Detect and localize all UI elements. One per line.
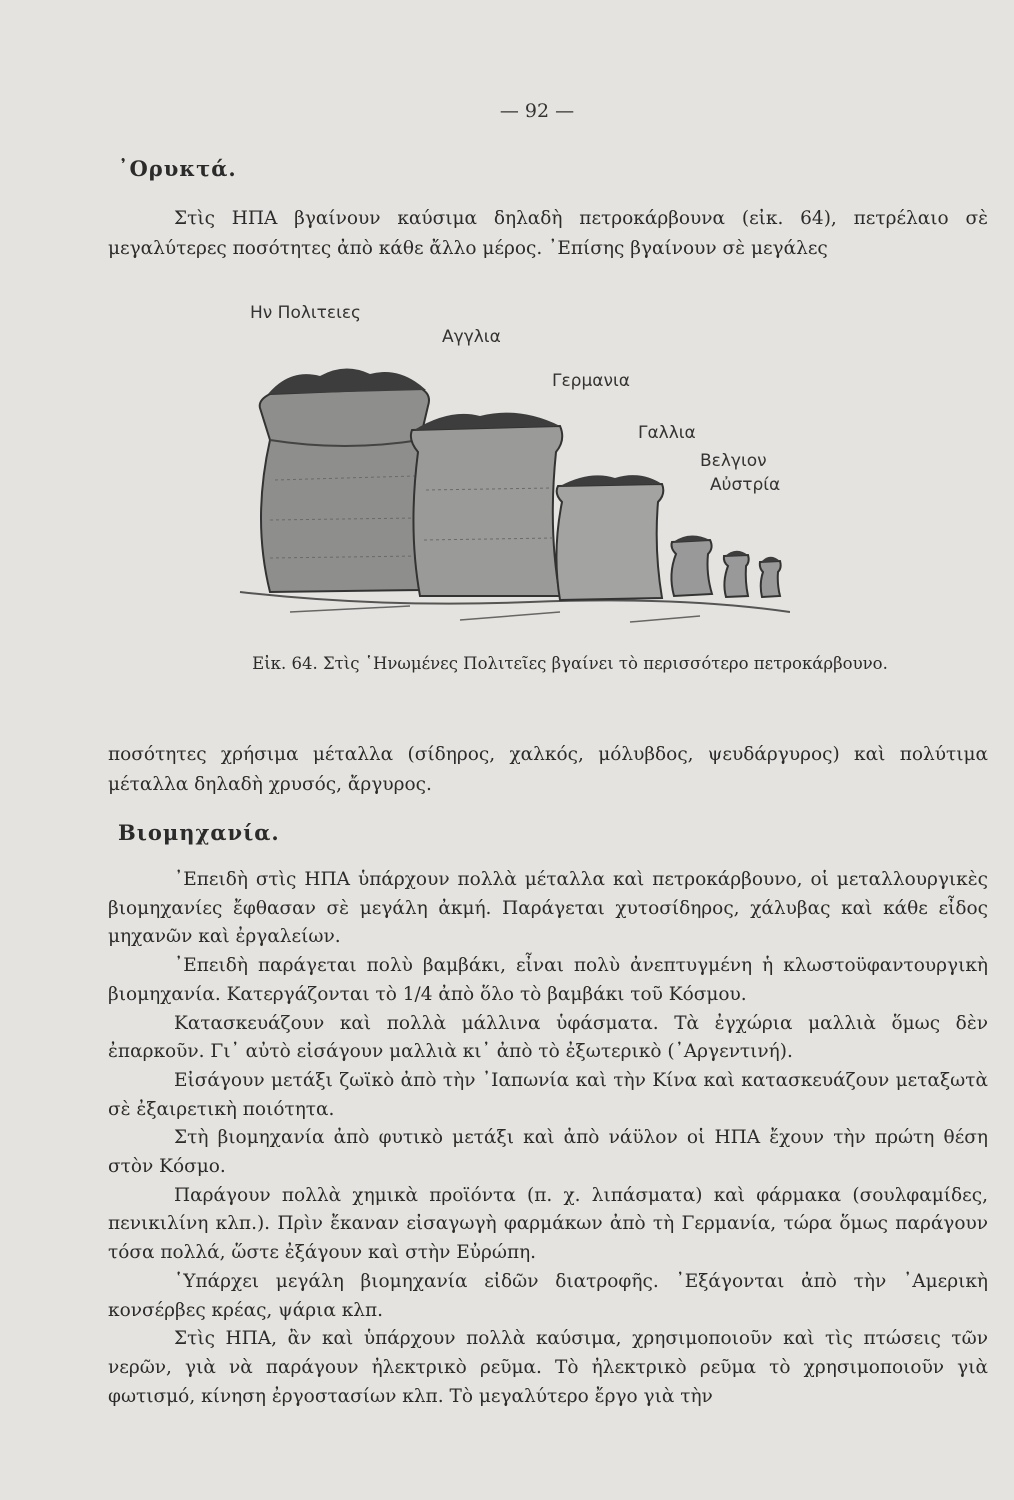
- industry-paragraph-3: Κατασκευάζουν καὶ πολλὰ μάλλινα ὑφάσματα. Τὰ ἐγχώρια μαλλιὰ ὅμως δὲν ἐπαρκοῦν. Γι᾽ αὐτὸ εἰσάγουν μαλλιὰ κι᾽ ἀπὸ τὸ ἐξωτερικὸ (᾽Αργεντινή).: [108, 1012, 988, 1063]
- sack-england: [411, 413, 562, 596]
- industry-paragraph-4: Εἰσάγουν μετάξι ζωϊκὸ ἀπὸ τὴν ᾽Ιαπωνία καὶ τὴν Κίνα καὶ κατασκευάζουν μεταξωτὰ σὲ ἐξαιρετικὴ ποιότητα.: [108, 1069, 988, 1120]
- label-germany: Γερμανια: [552, 371, 630, 391]
- sack-belgium: [724, 551, 749, 597]
- page-number: — 92 —: [499, 100, 575, 122]
- industry-paragraph-2: ᾽Επειδὴ παράγεται πολὺ βαμβάκι, εἶναι πολὺ ἀνεπτυγμένη ἡ κλωστοϋφαντουργικὴ βιομηχανία. Κατεργάζονται τὸ 1/4 ἀπὸ ὅλο τὸ βαμβάκι τοῦ Κόσμου.: [108, 955, 988, 1005]
- sack-germany: [556, 475, 663, 600]
- minerals-heading: ᾽Ορυκτά.: [118, 156, 237, 181]
- industry-paragraph-1: ᾽Επειδὴ στὶς ΗΠΑ ὑπάρχουν πολλὰ μέταλλα καὶ πετροκάρβουνο, οἱ μεταλλουργικὲς βιομηχανίες ἔφθασαν σὲ μεγάλη ἀκμή. Παράγεται χυτοσίδηρος, χάλυβας καὶ κάθε εἶδος μηχανῶν καὶ ἐργαλείων.: [108, 869, 988, 948]
- label-england: Αγγλια: [442, 327, 501, 347]
- sack-france: [671, 535, 712, 596]
- industry-paragraph-5: Στὴ βιομηχανία ἀπὸ φυτικὸ μετάξι καὶ ἀπὸ νάϋλον οἱ ΗΠΑ ἔχουν τὴν πρώτη θέση στὸν Κόσμο.: [108, 1127, 988, 1178]
- label-usa: Ην Πολιτειες: [250, 303, 362, 323]
- industry-text: [108, 866, 988, 1411]
- industry-paragraph-7: ῾Υπάρχει μεγάλη βιομηχανία εἰδῶν διατροφῆς. ᾽Εξάγονται ἀπὸ τὴν ᾽Αμερικὴ κονσέρβες κρέας, ψάρια κλπ.: [108, 1270, 988, 1321]
- label-france: Γαλλια: [638, 423, 696, 443]
- sack-austria: [760, 557, 781, 597]
- industry-paragraph-6: Παράγουν πολλὰ χημικὰ προϊόντα (π. χ. λιπάσματα) καὶ φάρμακα (σουλφαμίδες, πενικιλίνη κλπ.). Πρὶν ἔκαναν εἰσαγωγὴ φαρμάκων ἀπὸ τὴ Γερμανία, τώρα ὅμως παράγουν τόσα πολλά, ὥστε ἐξάγουν καὶ στὴν Εὐρώπη.: [108, 1184, 988, 1264]
- label-belgium: Βελγιον: [700, 451, 767, 471]
- industry-paragraph-8: Στὶς ΗΠΑ, ἂν καὶ ὑπάρχουν πολλὰ καύσιμα, χρησιμοποιοῦν καὶ τὶς πτώσεις τῶν νερῶν, γιὰ νὰ παράγουν ἠλεκτρικὸ ρεῦμα. Τὸ ἠλεκτρικὸ ρεῦμα τὸ χρησιμοποιοῦν γιὰ φωτισμό, κίνηση ἐργοστασίων κλπ. Τὸ μεγαλύτερο ἔργο γιὰ τὴν: [108, 1328, 988, 1407]
- industry-heading: Βιομηχανία.: [118, 820, 280, 845]
- sack-usa: [260, 368, 429, 592]
- figure-caption: Εἰκ. 64. Στὶς ῾Ηνωμένες Πολιτεῖες βγαίνει τὸ περισσότερο πετροκάρβουνο.: [252, 654, 888, 673]
- minerals-paragraph-2: ποσότητες χρήσιμα μέταλλα (σίδηρος, χαλκός, μόλυβδος, ψευδάργυρος) καὶ πολύτιμα μέταλλα δηλαδὴ χρυσός, ἄργυρος.: [108, 744, 988, 795]
- label-austria: Αὐστρία: [710, 475, 781, 495]
- minerals-paragraph-1: Στὶς ΗΠΑ βγαίνουν καύσιμα δηλαδὴ πετροκάρβουνα (εἰκ. 64), πετρέλαιο σὲ μεγαλύτερες ποσότητες ἀπὸ κάθε ἄλλο μέρος. ᾽Επίσης βγαίνουν σὲ μεγάλες: [108, 208, 988, 259]
- coal-sacks-illustration: [230, 290, 790, 650]
